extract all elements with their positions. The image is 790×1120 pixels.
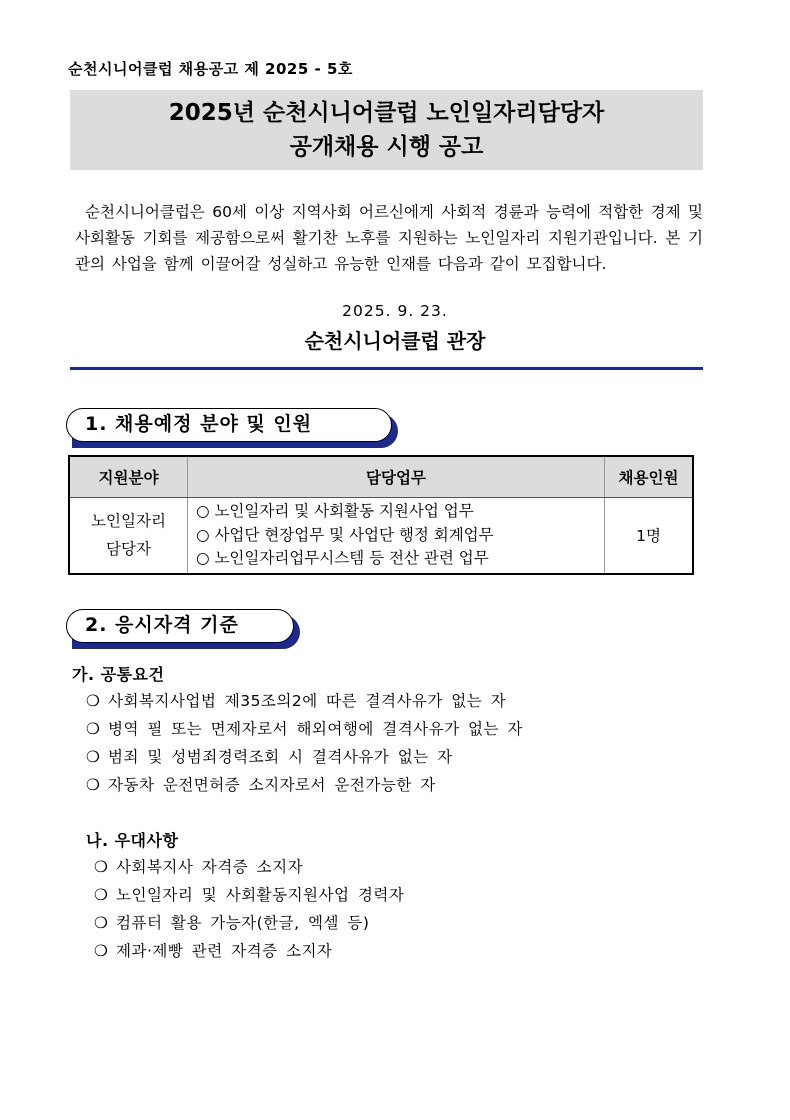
circle-bullet-icon: ❍ [86,748,101,766]
header-duty: 담당업무 [188,456,605,498]
circle-bullet-icon: ❍ [94,914,109,932]
notice-number: 순천시니어클럽 채용공고 제 2025 - 5호 [68,60,353,78]
list-item: ❍ 자동차 운전면허증 소지자로서 운전가능한 자 [86,771,523,799]
list-item: ❍ 사회복지사 자격증 소지자 [94,853,404,881]
circle-bullet-icon: ❍ [86,720,101,738]
duty-item: ○ 노인일자리 및 사회활동 지원사업 업무 [196,502,474,520]
list-item: ❍ 사회복지사업법 제35조의2에 따른 결격사유가 없는 자 [86,687,523,715]
title-line-2: 공개채용 시행 공고 [289,134,484,160]
title-line-1: 2025년 순천시니어클럽 노인일자리담당자 [168,100,605,126]
common-requirements-list [86,687,523,799]
header-count: 채용인원 [605,456,694,498]
signer: 순천시니어클럽 관장 [304,329,486,353]
circle-bullet-icon: ❍ [94,942,109,960]
preference-title: 나. 우대사항 [86,831,179,850]
common-requirements-title: 가. 공통요건 [72,665,165,684]
header-field: 지원분야 [69,456,188,498]
section-2-heading-box [66,609,294,643]
field-line-2: 담당자 [106,540,151,559]
preference-list [94,853,404,965]
notice-date: 2025. 9. 23. [342,302,448,320]
table-row [69,498,693,574]
section-1-heading: 1. 채용예정 분야 및 인원 [66,408,392,442]
circle-bullet-icon: ❍ [94,886,109,904]
duty-item: ○ 사업단 현장업무 및 사업단 행정 회계업무 [196,525,494,544]
title-box [70,90,703,170]
list-item: ❍ 병역 필 또는 면제자로서 해외여행에 결격사유가 없는 자 [86,715,523,743]
section-1-heading-box [66,408,392,442]
table-header-row [69,456,693,498]
section-2-heading: 2. 응시자격 기준 [66,609,294,643]
intro-paragraph: 순천시니어클럽은 60세 이상 지역사회 어르신에게 사회적 경륜과 능력에 적합한 경제 및 사회활동 기회를 제공함으로써 활기찬 노후를 지원하는 노인일자리 지원기관입니다. 본 기관의 사업을 함께 이끌어갈 성실하고 유능한 인재를 다음과 같이 모집합니다. [75,203,703,273]
count-cell: 1명 [605,498,694,574]
list-item: ❍ 제과·제빵 관련 자격증 소지자 [94,937,404,965]
duty-item: ○ 노인일자리업무시스템 등 전산 관련 업무 [196,549,489,567]
circle-bullet-icon: ❍ [86,692,101,710]
field-line-1: 노인일자리 [91,512,166,531]
list-item: ❍ 컴퓨터 활용 가능자(한글, 엑셀 등) [94,909,404,937]
list-item: ❍ 범죄 및 성범죄경력조회 시 결격사유가 없는 자 [86,743,523,771]
divider-rule [70,367,703,370]
list-item: ❍ 노인일자리 및 사회활동지원사업 경력자 [94,881,404,909]
recruitment-table [68,455,694,575]
circle-bullet-icon: ❍ [86,776,101,794]
circle-bullet-icon: ❍ [94,858,109,876]
field-cell [69,498,188,574]
duty-cell [188,498,605,574]
